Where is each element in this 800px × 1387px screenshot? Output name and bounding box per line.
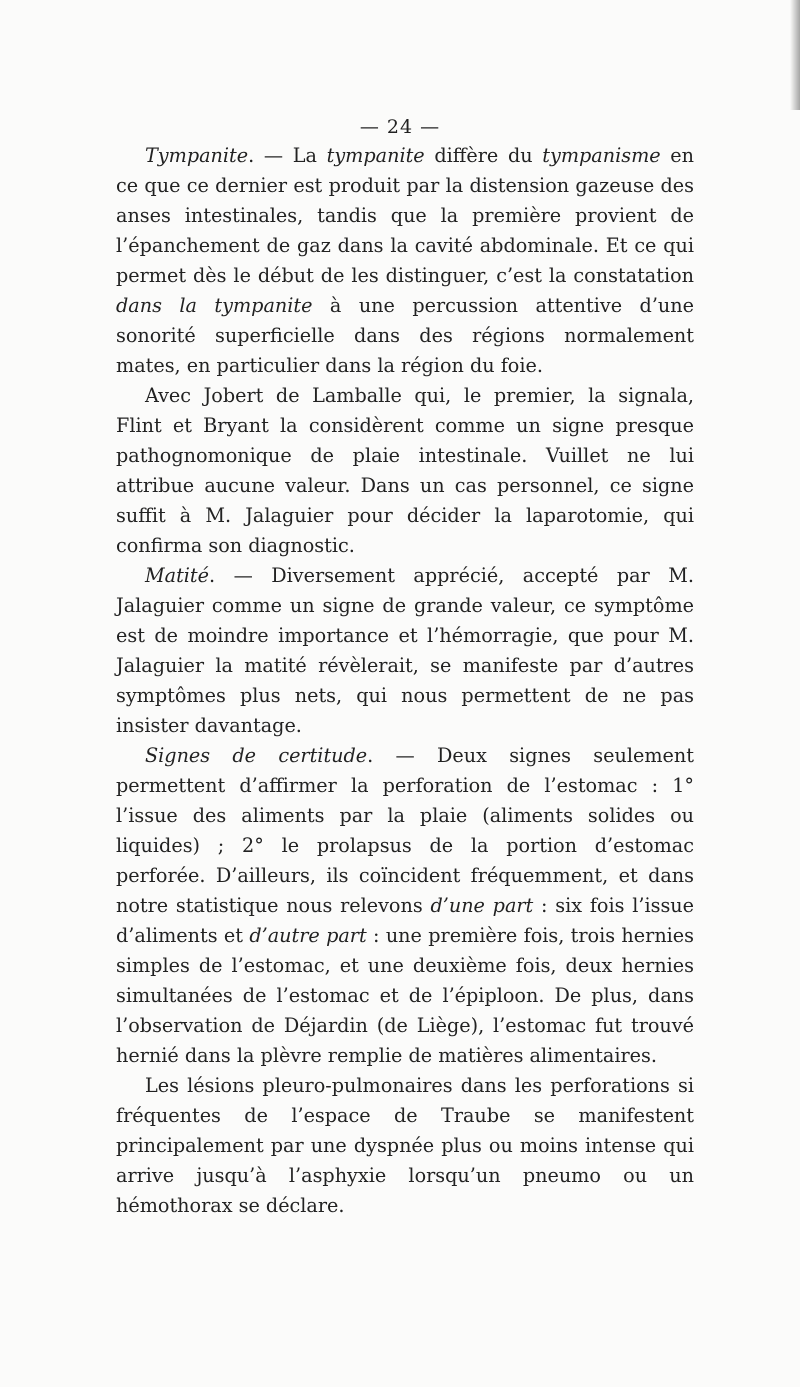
emphasis-d-une-part: d’une part <box>430 894 534 917</box>
body-text <box>116 141 694 1221</box>
text-run: diffère du <box>424 144 543 167</box>
text-run: à une percussion attentive d’une sonorité superficielle dans des régions normalement mates, en particulier dans la région du foie. <box>116 294 694 377</box>
emphasis-d-autre-part: d’autre part <box>249 924 367 947</box>
heading-tympanite: Tympanite <box>145 144 249 167</box>
text-run: : six fois l’issue d’aliments et <box>116 894 695 947</box>
text-run: . — Diversement apprécié, accepté par M. Jalaguier comme un signe de grande valeur, ce symptôme est de moindre importance et l’hémorragie, que pour M. Jalaguier la matité révèlerait, se manifeste par d’autres symptômes plus nets, qui nous permettent de ne pas insister davantage. <box>116 564 694 737</box>
text-run: en ce que ce dernier est produit par la distension gazeuse des anses intestinales, tandis que la première provient de l’épanchement de gaz dans la cavité abdominale. Et ce qui permet dès le début de les distinguer, c’est la constatation <box>116 144 695 287</box>
paragraph-jobert <box>116 381 694 561</box>
text-run: : une première fois, trois hernies simples de l’estomac, et une deuxième fois, deux hernies simultanées de l’estomac et de l’épiploon. De plus, dans l’observation de Déjardin (de Liège), l’estomac fut trouvé hernié dans la plèvre remplie de matières alimentaires. <box>116 924 695 1067</box>
paragraph-signes-de-certitude <box>116 741 694 1071</box>
heading-matite: Matité <box>145 564 209 587</box>
term-tympanisme: tympanisme <box>542 144 661 167</box>
text-run: Les lésions pleuro-pulmonaires dans les perforations si fréquentes de l’espace de Traube se manifestent principalement par une dyspnée plus ou moins intense qui arrive jusqu’à l’asphyxie lorsqu’un pneumo ou un hémothorax se déclare. <box>116 1074 694 1217</box>
paragraph-lesions-pleuro-pulmonaires <box>116 1071 694 1221</box>
paragraph-tympanite <box>116 141 694 381</box>
emphasis-dans-la-tympanite: dans la tympanite <box>116 294 313 317</box>
term-tympanite: tympanite <box>326 144 425 167</box>
page-edge-shadow <box>790 0 800 110</box>
page-number: — 24 — <box>359 116 441 138</box>
heading-signes-de-certitude: Signes de certitude <box>145 744 368 767</box>
text-run: . — La <box>248 144 327 167</box>
text-run: Avec Jobert de Lamballe qui, le premier, la signala, Flint et Bryant la considèrent comme un signe presque pathognomonique de plaie intestinale. Vuillet ne lui attribue aucune valeur. Dans un cas personnel, ce signe suffit à M. Jalaguier pour décider la laparotomie, qui confirma son diagnostic. <box>116 384 694 557</box>
text-run: . — Deux signes seulement permettent d’affirmer la perforation de l’estomac : 1° l’issue des aliments par la plaie (aliments solides ou liquides) ; 2° le prolapsus de la portion d’estomac perforée. D’ailleurs, ils coïncident fréquemment, et dans notre statistique nous relevons <box>116 744 694 917</box>
paragraph-matite <box>116 561 694 741</box>
